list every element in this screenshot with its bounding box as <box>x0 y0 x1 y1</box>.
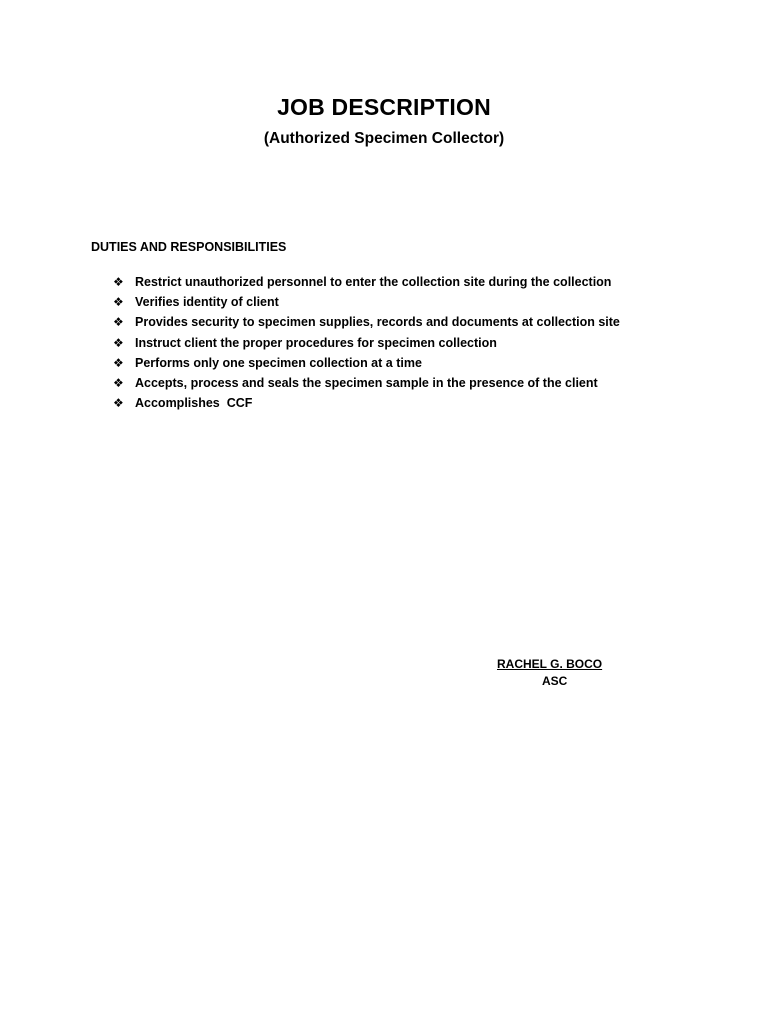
signature-block <box>497 657 602 691</box>
diamond-bullet-icon: ❖ <box>113 315 124 330</box>
list-item <box>113 312 620 332</box>
list-item <box>113 353 620 373</box>
duty-text: Performs only one specimen collection at a time <box>135 355 422 370</box>
list-item <box>113 333 620 353</box>
diamond-bullet-icon: ❖ <box>113 275 124 290</box>
page-title: JOB DESCRIPTION <box>277 94 491 120</box>
list-item <box>113 393 620 413</box>
signatory-role: ASC <box>542 674 568 688</box>
diamond-bullet-icon: ❖ <box>113 396 124 411</box>
list-item <box>113 292 620 312</box>
duty-text: Restrict unauthorized personnel to enter the collection site during the collection <box>135 275 612 290</box>
duty-text: Accomplishes CCF <box>135 396 253 411</box>
list-item <box>113 272 620 292</box>
diamond-bullet-icon: ❖ <box>113 295 124 310</box>
page-subtitle: (Authorized Specimen Collector) <box>263 130 505 147</box>
duty-text: Accepts, process and seals the specimen sample in the presence of the client <box>135 376 598 391</box>
signatory-name: RACHEL G. BOCO <box>497 657 603 671</box>
duty-text: Verifies identity of client <box>135 295 279 310</box>
diamond-bullet-icon: ❖ <box>113 335 124 350</box>
duties-list <box>113 272 620 413</box>
diamond-bullet-icon: ❖ <box>113 376 124 391</box>
section-heading-duties: DUTIES AND RESPONSIBILITIES <box>91 240 287 254</box>
list-item <box>113 373 620 393</box>
diamond-bullet-icon: ❖ <box>113 355 124 370</box>
duty-text: Provides security to specimen supplies, records and documents at collection site <box>135 315 620 330</box>
duty-text: Instruct client the proper procedures for specimen collection <box>135 335 497 350</box>
